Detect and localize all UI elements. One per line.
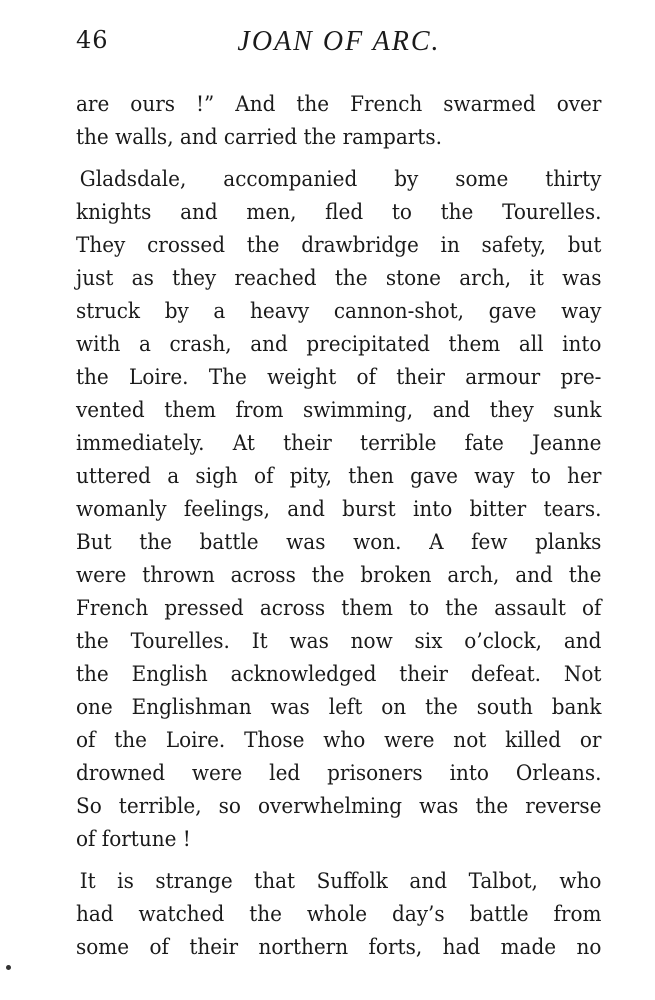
paragraph-gap [76,856,602,865]
text-line: knights and men, fled to the Tourelles. [76,200,602,225]
text-line: the walls, and carried the ramparts. [76,125,442,150]
text-line: drowned were led prisoners into Orleans. [76,761,602,786]
text-line: They crossed the drawbridge in safety, but [76,233,602,258]
text-line: But the battle was won. A few planks [76,530,602,555]
text-line: It is strange that Suffolk and Talbot, who [79,869,602,894]
text-line: of fortune ! [76,827,191,852]
text-line: struck by a heavy cannon-shot, gave way [76,299,602,324]
print-speck [6,965,11,970]
text-line: the Loire. The weight of their armour pre- [76,365,602,390]
text-line: Gladsdale, accompanied by some thirty [79,167,602,192]
text-line: uttered a sigh of pity, then gave way to her [76,464,602,489]
text-line: the Tourelles. It was now six o’clock, and [76,629,602,654]
text-line: vented them from swimming, and they sunk [76,398,602,423]
text-line: some of their northern forts, had made no [76,935,602,960]
text-line: the English acknowledged their defeat. Not [76,662,602,687]
paragraph-gap [76,154,602,163]
body-text [76,88,602,964]
text-line: of the Loire. Those who were not killed or [76,728,602,753]
text-line: one Englishman was left on the south bank [76,695,602,720]
text-line: had watched the whole day’s battle from [76,902,602,927]
text-line: immediately. At their terrible fate Jeanne [76,431,602,456]
book-title: JOAN OF ARC. [237,26,441,57]
running-head [76,26,602,66]
text-line: with a crash, and precipitated them all into [76,332,602,357]
text-line: French pressed across them to the assault of [76,596,602,621]
text-line: are ours !” And the French swarmed over [76,92,602,117]
page-number: 46 [76,26,109,54]
text-line: were thrown across the broken arch, and the [76,563,602,588]
text-line: womanly feelings, and burst into bitter tears. [76,497,602,522]
text-line: just as they reached the stone arch, it was [76,266,602,291]
text-line: So terrible, so overwhelming was the reverse [76,794,602,819]
